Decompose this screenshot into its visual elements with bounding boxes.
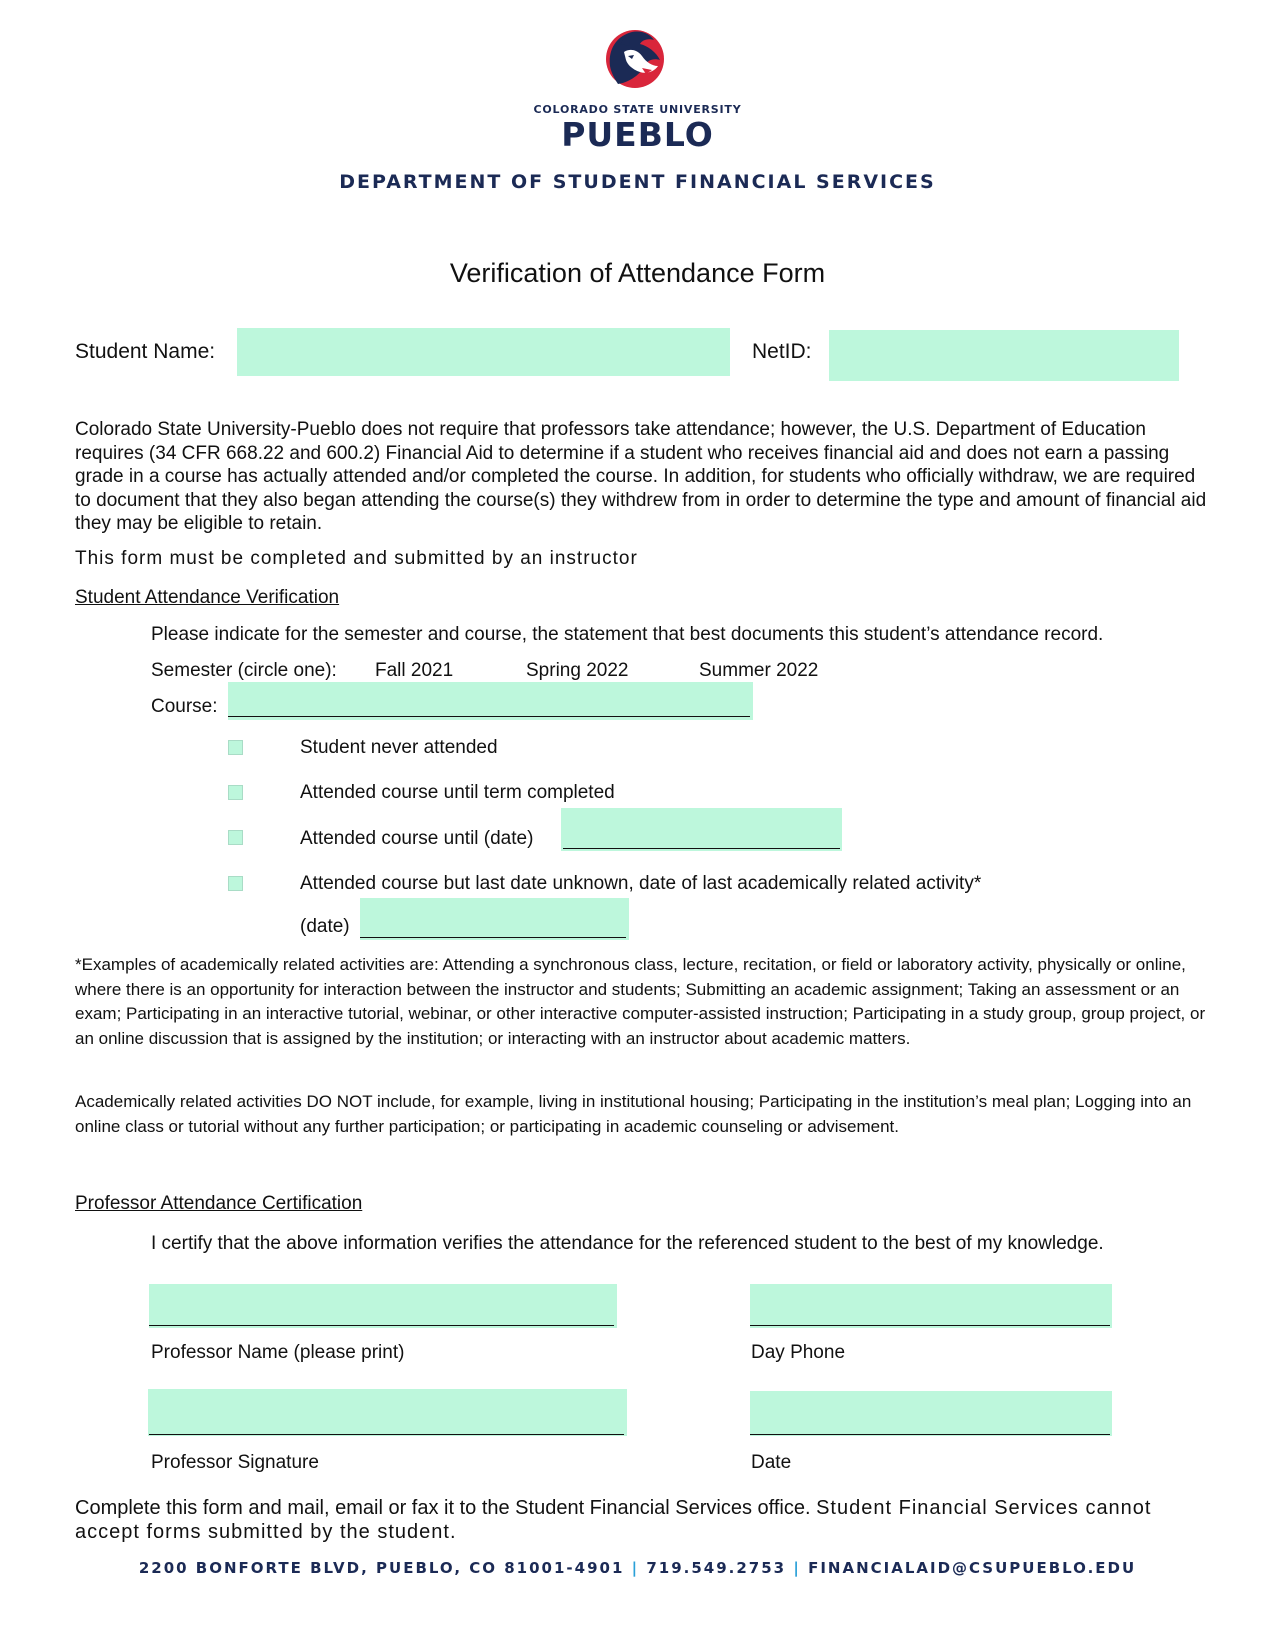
university-name: COLORADO STATE UNIVERSITY	[533, 103, 742, 116]
day-phone-label: Day Phone	[751, 1342, 846, 1363]
last-activity-label: Attended course but last date unknown, date of last academically related activity*	[300, 873, 982, 894]
examples-note: *Examples of academically related activities are: Attending a synchronous class, lecture, recitation, or field or laboratory activity, physically or online, where there is an opportunity for interaction between the instructor and students; Submitting an academic assignment; Taking an assessment or an exam; Participating in an interactive tutorial, webinar, or other interactive computer-assisted instruction; Participating in a study group, group project, or an online discussion that is assigned by the institution; or interacting with an instructor about academic matters.	[75, 955, 1206, 1048]
term-completed-label: Attended course until term completed	[300, 782, 615, 803]
footer-phone: 719.549.2753	[646, 1559, 787, 1577]
submission-note-part-2: Student Financial Services cannot accept forms submitted by the student.	[75, 1497, 1152, 1543]
semester-option-fall[interactable]: Fall 2021	[375, 660, 454, 681]
certification-text: I certify that the above information verifies the attendance for the referenced student to the best of my knowledge.	[151, 1233, 1104, 1254]
footer-contact	[0, 1559, 1275, 1577]
signature-date-input[interactable]	[750, 1391, 1112, 1436]
course-label: Course:	[151, 696, 218, 717]
page-title: Verification of Attendance Form	[449, 258, 826, 288]
verification-heading: Student Attendance Verification	[75, 587, 340, 608]
intro-paragraph: Colorado State University-Pueblo does not require that professors take attendance; however, the U.S. Department of Education requires (34 CFR 668.22 and 600.2) Financial Aid to determine if a student who receives financial aid and does not earn a passing grade in a course has actually attended and/or completed the course. In addition, for students who officially withdraw, we are required to document that they also began attending the course(s) they withdrew from in order to determine the type and amount of financial aid they may be eligible to retain.	[75, 419, 1207, 534]
student-name-label: Student Name:	[75, 340, 216, 363]
last-activity-checkbox[interactable]	[228, 876, 243, 891]
instructor-note: This form must be completed and submitted by an instructor	[75, 548, 638, 569]
professor-name-input[interactable]	[149, 1284, 617, 1328]
semester-option-spring[interactable]: Spring 2022	[526, 660, 629, 681]
submission-note-part-1: Complete this form and mail, email or fax it to the Student Financial Services office.	[75, 1497, 811, 1519]
attended-until-checkbox[interactable]	[228, 830, 243, 845]
never-attended-checkbox[interactable]	[228, 740, 243, 755]
exclusions-note: Academically related activities DO NOT include, for example, living in institutional housing; Participating in the institution’s meal plan; Logging into an online class or tutorial without any further participation; or participating in academic counseling or advisement.	[75, 1092, 1192, 1136]
university-logo	[602, 26, 668, 92]
signature-date-underline	[750, 1434, 1110, 1435]
footer-email[interactable]: FINANCIALAID@CSUPUEBLO.EDU	[808, 1559, 1137, 1577]
footer-separator: |	[793, 1559, 801, 1577]
netid-label: NetID:	[752, 340, 812, 363]
verification-instruction: Please indicate for the semester and course, the statement that best documents this student’s attendance record.	[151, 624, 1104, 645]
last-activity-underline	[360, 937, 626, 938]
never-attended-label: Student never attended	[300, 737, 498, 758]
professor-signature-input[interactable]	[148, 1389, 627, 1436]
footer-separator: |	[631, 1559, 640, 1577]
student-name-input[interactable]	[237, 328, 730, 376]
certification-heading: Professor Attendance Certification	[75, 1193, 363, 1214]
term-completed-checkbox[interactable]	[228, 785, 243, 800]
professor-name-label: Professor Name (please print)	[151, 1342, 405, 1363]
course-input[interactable]	[228, 682, 753, 720]
semester-option-summer[interactable]: Summer 2022	[699, 660, 819, 681]
day-phone-input[interactable]	[750, 1284, 1112, 1328]
course-underline	[228, 716, 750, 717]
semester-label: Semester (circle one):	[151, 660, 337, 681]
professor-name-underline	[149, 1325, 614, 1326]
netid-input[interactable]	[829, 330, 1179, 381]
last-activity-date-label: (date)	[300, 916, 350, 937]
department-name: DEPARTMENT OF STUDENT FINANCIAL SERVICES	[339, 171, 936, 193]
last-activity-date-input[interactable]	[360, 898, 629, 940]
wolf-mascot-icon	[602, 26, 668, 92]
day-phone-underline	[750, 1325, 1110, 1326]
professor-signature-underline	[149, 1434, 624, 1435]
signature-date-label: Date	[751, 1452, 792, 1473]
submission-note	[75, 1496, 1215, 1544]
professor-signature-label: Professor Signature	[151, 1452, 319, 1473]
attended-until-date-input[interactable]	[561, 808, 842, 851]
attended-until-underline	[563, 848, 840, 849]
attended-until-label: Attended course until (date)	[300, 828, 534, 849]
footer-address: 2200 BONFORTE BLVD, PUEBLO, CO 81001-4901	[138, 1559, 625, 1577]
campus-name: PUEBLO	[561, 115, 714, 154]
